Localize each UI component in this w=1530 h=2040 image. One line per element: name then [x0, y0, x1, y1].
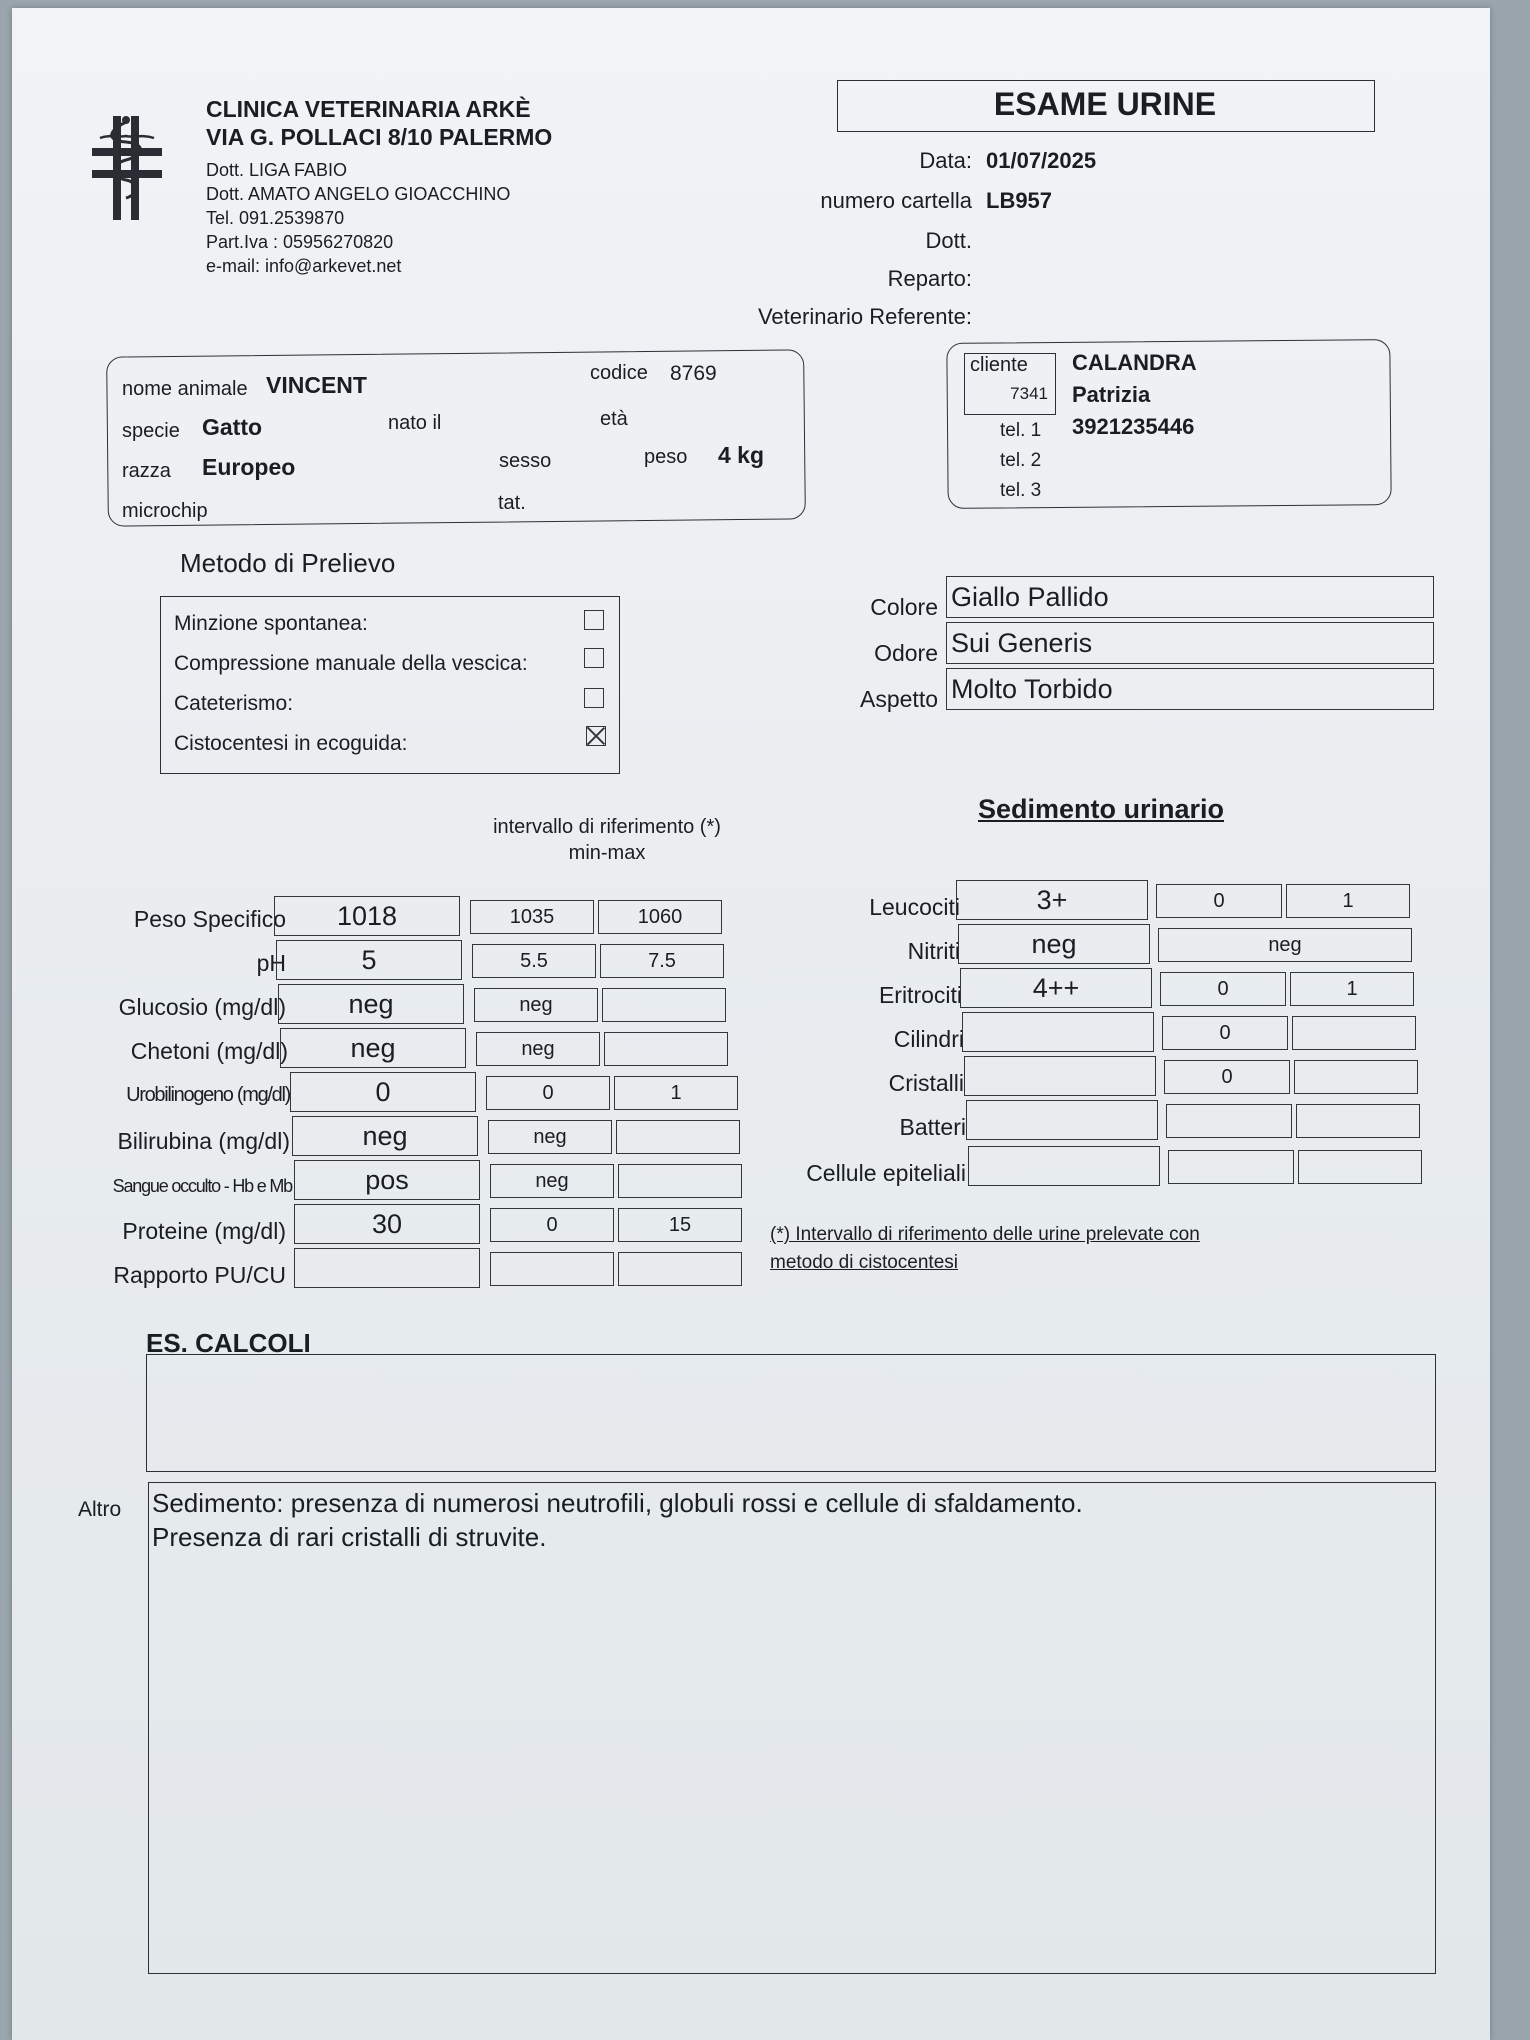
ref-note-text: (*) Intervallo di riferimento delle urine prelevate con	[770, 1224, 1200, 1245]
sed-value	[964, 1056, 1156, 1096]
sed-max: 1	[1290, 972, 1414, 1006]
ref-note-line-1	[770, 1224, 1200, 1246]
chem-min: 5.5	[472, 944, 596, 978]
chem-min: neg	[488, 1120, 612, 1154]
chem-max: 1060	[598, 900, 722, 934]
sed-value	[962, 1012, 1154, 1052]
ref-note-line-2: metodo di cistocentesi	[770, 1252, 958, 1273]
animal-name-label: nome animale	[122, 378, 248, 400]
chem-label: Peso Specifico	[133, 906, 286, 932]
method-cystocentesis-label: Cistocentesi in ecoguida:	[174, 732, 408, 755]
sed-max	[1298, 1150, 1422, 1184]
chem-max: 15	[618, 1208, 742, 1242]
sed-value: 3+	[956, 880, 1148, 920]
chem-min: 0	[490, 1208, 614, 1242]
chem-label: Proteine (mg/dl)	[122, 1218, 286, 1244]
chem-min: neg	[476, 1032, 600, 1066]
other-line-1: Sedimento: presenza di numerosi neutrofili, globuli rossi e cellule di sfaldamento.	[152, 1488, 1083, 1518]
chem-label: pH	[256, 950, 286, 976]
tel1-value: 3921235446	[1072, 414, 1195, 439]
sed-value	[968, 1146, 1160, 1186]
calculi-box	[146, 1354, 1436, 1472]
breed-value: Europeo	[202, 454, 296, 480]
sed-label: Leucociti	[869, 894, 960, 920]
sed-label: Eritrociti	[878, 982, 962, 1008]
sed-value	[966, 1100, 1158, 1140]
sed-min: 0	[1156, 884, 1282, 918]
method-catheter-checkbox[interactable]	[584, 688, 604, 708]
chip-label: microchip	[122, 500, 208, 522]
sed-min: 0	[1160, 972, 1286, 1006]
chem-max: 1	[614, 1076, 738, 1110]
method-catheter-label: Cateterismo:	[174, 692, 294, 715]
sed-value: neg	[958, 924, 1150, 964]
sed-value: 4++	[960, 968, 1152, 1008]
sed-min: 0	[1162, 1016, 1288, 1050]
clinic-address: VIA G. POLLACI 8/10 PALERMO	[206, 124, 553, 150]
chem-max	[618, 1252, 742, 1286]
clinic-vat: Part.Iva : 05956270820	[206, 232, 394, 252]
odor-label: Odore	[874, 640, 938, 666]
method-cystocentesis-checkbox[interactable]	[586, 726, 606, 746]
sed-min	[1166, 1104, 1292, 1138]
species-label: specie	[122, 420, 180, 442]
chem-value: 0	[290, 1072, 476, 1112]
client-surname: CALANDRA	[1072, 350, 1197, 375]
species-value: Gatto	[202, 414, 263, 440]
age-label: età	[600, 408, 628, 430]
sed-max	[1294, 1060, 1418, 1094]
sed-max: 1	[1286, 884, 1410, 918]
calculi-text	[147, 1355, 1435, 1375]
sed-label: Nitriti	[907, 938, 960, 964]
dott-label: Dott.	[925, 228, 972, 253]
color-label: Colore	[870, 594, 938, 620]
chem-min: 0	[486, 1076, 610, 1110]
aspect-label: Aspetto	[860, 686, 938, 712]
chem-value: neg	[278, 984, 464, 1024]
clinic-doctor-2: Dott. AMATO ANGELO GIOACCHINO	[206, 184, 511, 204]
clinic-name: CLINICA VETERINARIA ARKÈ	[206, 96, 531, 122]
chem-label: Bilirubina (mg/dl)	[117, 1128, 290, 1154]
chem-value: neg	[292, 1116, 478, 1156]
chem-min: neg	[474, 988, 598, 1022]
sampling-title: Metodo di Prelievo	[180, 548, 396, 578]
chem-min: 1035	[470, 900, 594, 934]
reparto-label: Reparto:	[887, 266, 972, 291]
sed-min: 0	[1164, 1060, 1290, 1094]
chem-value: 1018	[274, 896, 460, 936]
method-compression-checkbox[interactable]	[584, 648, 604, 668]
clinic-logo-icon	[90, 108, 164, 228]
method-compression-label: Compressione manuale della vescica:	[174, 652, 528, 675]
chem-value	[294, 1248, 480, 1288]
sed-min: neg	[1158, 928, 1412, 962]
other-label: Altro	[78, 1498, 122, 1521]
ref-subheader: min-max	[568, 842, 646, 864]
chem-label: Chetoni (mg/dl)	[130, 1038, 288, 1064]
clinic-doctor-1: Dott. LIGA FABIO	[206, 160, 348, 180]
sex-label: sesso	[499, 450, 552, 472]
chem-label: Sangue occulto - Hb e Mb	[112, 1176, 292, 1196]
chem-value: neg	[280, 1028, 466, 1068]
clinic-email: e-mail: info@arkevet.net	[206, 256, 402, 276]
sed-min	[1168, 1150, 1294, 1184]
sed-max	[1296, 1104, 1420, 1138]
folder-number: LB957	[986, 188, 1053, 213]
method-spontaneous-label: Minzione spontanea:	[174, 612, 368, 635]
exam-date: 01/07/2025	[986, 148, 1097, 173]
breed-label: razza	[122, 460, 171, 482]
chem-label: Rapporto PU/CU	[113, 1262, 286, 1288]
report-page	[12, 8, 1490, 2040]
client-firstname: Patrizia	[1072, 382, 1151, 407]
chem-max: 7.5	[600, 944, 724, 978]
chem-value: 5	[276, 940, 462, 980]
sed-max	[1292, 1016, 1416, 1050]
sed-label: Cilindri	[893, 1026, 964, 1052]
chem-value: pos	[294, 1160, 480, 1200]
exam-title: ESAME URINE	[993, 86, 1217, 122]
chem-min: neg	[490, 1164, 614, 1198]
tel3-label: tel. 3	[1000, 480, 1042, 501]
clinic-phone: Tel. 091.2539870	[206, 208, 345, 228]
chem-min	[490, 1252, 614, 1286]
tel2-label: tel. 2	[1000, 450, 1042, 471]
client-id: 7341	[1010, 384, 1048, 403]
chem-label: Glucosio (mg/dl)	[118, 994, 286, 1020]
color-value: Giallo Pallido	[946, 576, 1434, 618]
animal-code: 8769	[670, 362, 717, 385]
weight-label: peso	[644, 446, 688, 468]
aspect-value: Molto Torbido	[946, 668, 1434, 710]
sed-label: Cristalli	[888, 1070, 964, 1096]
calculi-title: ES. CALCOLI	[146, 1328, 311, 1358]
tat-label: tat.	[498, 492, 526, 514]
weight-value: 4 kg	[718, 442, 765, 468]
sed-label: Cellule epiteliali	[806, 1160, 966, 1186]
other-box	[148, 1482, 1436, 1974]
chem-max	[604, 1032, 728, 1066]
born-label: nato il	[388, 412, 442, 434]
method-spontaneous-checkbox[interactable]	[584, 610, 604, 630]
tel1-label: tel. 1	[1000, 420, 1042, 441]
chem-label: Urobilinogeno (mg/dl)	[126, 1084, 290, 1106]
sed-label: Batteri	[899, 1114, 966, 1140]
ref-header: intervallo di riferimento (*)	[493, 816, 721, 838]
chem-max	[602, 988, 726, 1022]
chem-value: 30	[294, 1204, 480, 1244]
date-label: Data:	[919, 148, 972, 173]
sediment-title: Sedimento urinario	[978, 794, 1225, 824]
client-label: cliente	[970, 354, 1028, 376]
folder-label: numero cartella	[820, 188, 972, 213]
odor-value: Sui Generis	[946, 622, 1434, 664]
referent-label: Veterinario Referente:	[757, 304, 972, 329]
animal-code-label: codice	[590, 362, 648, 384]
animal-name: VINCENT	[266, 372, 367, 398]
other-line-2: Presenza di rari cristalli di struvite.	[152, 1522, 547, 1552]
